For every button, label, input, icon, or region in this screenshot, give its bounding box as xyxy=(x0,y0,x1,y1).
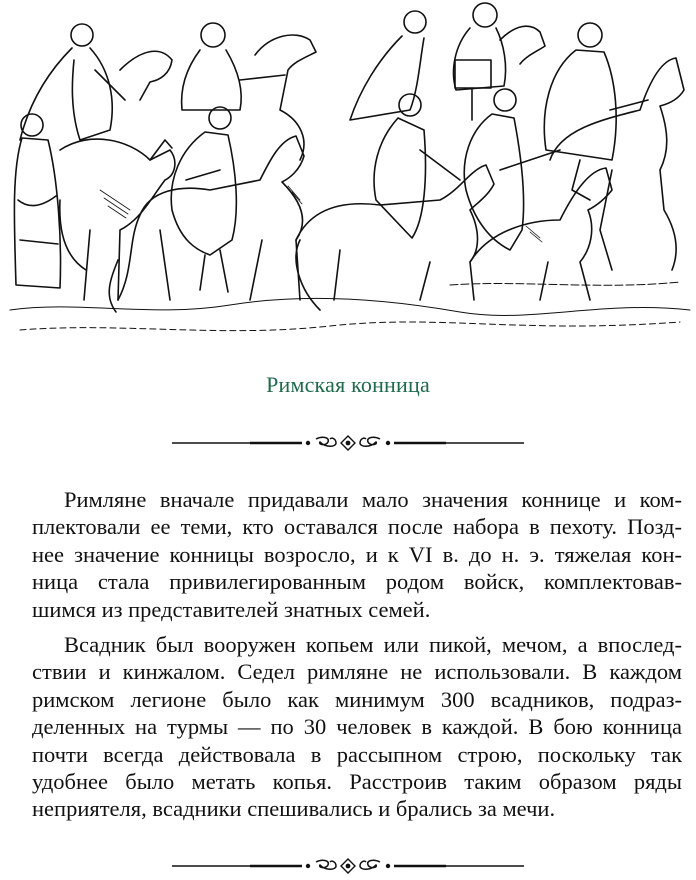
roman-cavalry-engraving-icon xyxy=(0,0,696,360)
text-line: Всадник был вооружен копьем или пикой, мечом, а впослед- xyxy=(64,632,682,658)
paragraph-1 xyxy=(32,486,682,623)
ornamental-divider-icon xyxy=(170,857,526,875)
text-line: Римляне вначале придавали мало значения коннице и ком- xyxy=(64,487,682,512)
text-line: плектовали ее теми, кто оставался после набора в пехоту. Позд- xyxy=(32,514,682,540)
text-line: почти всегда действовала в рассыпном строю, поскольку так xyxy=(32,741,682,767)
ornamental-divider-bottom xyxy=(170,857,526,875)
text-line: ствии и кинжалом. Седел римляне не использовали. В каждом xyxy=(32,659,682,685)
text-line: неприятеля, всадники спешивались и брались за мечи. xyxy=(32,796,556,822)
text-line: нее значение конницы возросло, и к VI в. до н. э. тяжелая кон- xyxy=(32,541,682,567)
text-line: ница стала привилегированным родом войск, комплектовав- xyxy=(32,569,682,595)
roman-cavalry-illustration xyxy=(0,0,696,360)
ornamental-divider-top xyxy=(170,434,526,452)
text-line: римском легионе было как минимум 300 всадников, подраз- xyxy=(32,686,682,712)
text-line: удобнее было метать копья. Расстроив таким образом ряды xyxy=(32,769,682,795)
paragraph-2 xyxy=(32,631,682,823)
body-text-container xyxy=(32,486,682,823)
text-line: деленных на турмы — по 30 человек в каждой. В бою конница xyxy=(32,714,682,740)
ornamental-divider-icon xyxy=(170,434,526,452)
illustration-caption: Римская конница xyxy=(266,372,430,397)
text-line: шимся из представителей знатных семей. xyxy=(32,596,431,622)
